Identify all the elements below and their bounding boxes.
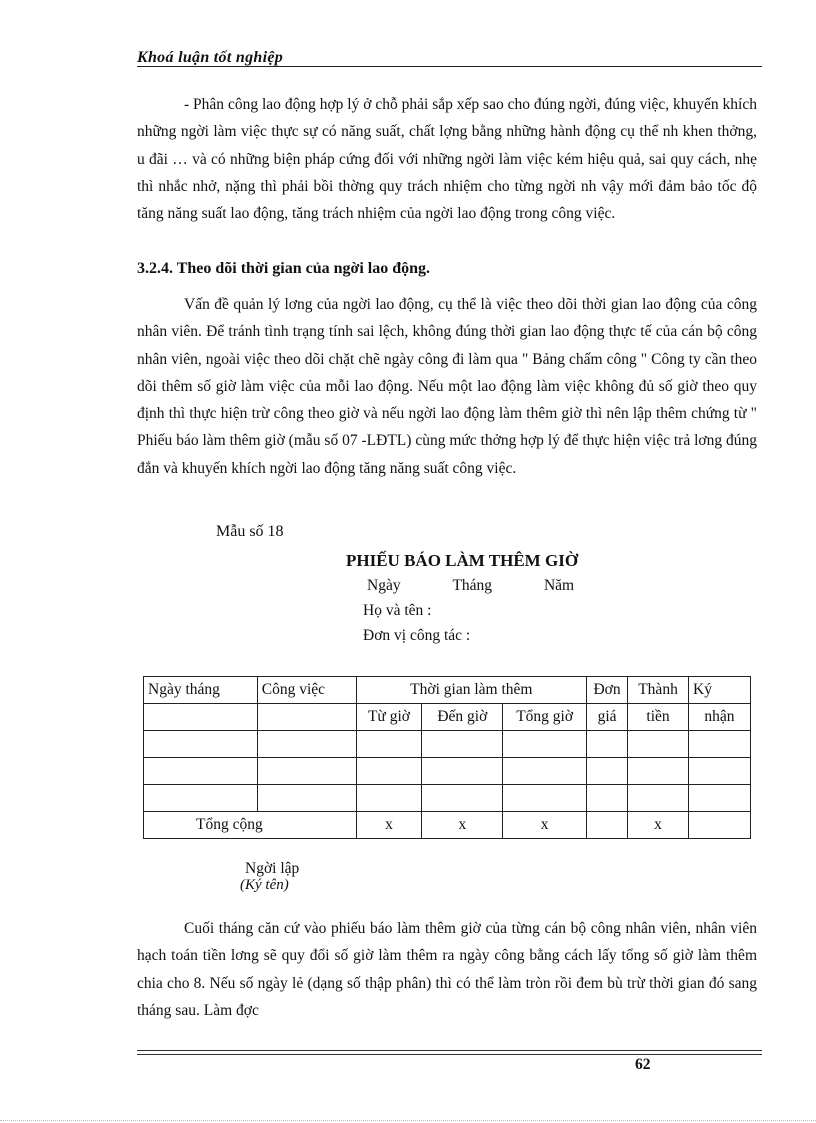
- table-row: [144, 731, 751, 758]
- header-title: Khoá luận tốt nghiệp: [137, 49, 284, 66]
- header-total-hours: Tổng giờ: [503, 704, 587, 731]
- header-amount-2: tiền: [628, 704, 689, 731]
- header-date: Ngày tháng: [144, 677, 258, 704]
- header-from: Từ giờ: [356, 704, 422, 731]
- form-name-label: Họ và tên :: [363, 602, 432, 619]
- table-subheader-row: [144, 704, 751, 731]
- header-amount: Thành: [628, 677, 689, 704]
- header-overtime: Thời gian làm thêm: [356, 677, 587, 704]
- overtime-table: [143, 676, 751, 839]
- total-x-to: x: [422, 812, 503, 839]
- footer-divider-2: [137, 1054, 762, 1055]
- table-row: [144, 758, 751, 785]
- paragraph-month-end: Cuối tháng căn cứ vào phiếu báo làm thêm giờ của từng cán bộ công nhân viên, nhân viên hạch toán tiền lơng sẽ quy đổi số giờ làm thêm ra ngày công bằng cách lấy tổng số giờ làm thêm chia cho 8. Nếu số ngày lẻ (dạng số thập phân) thì có thể làm tròn rồi đem bù trừ thời gian đó sang tháng sau. Làm đợc: [137, 920, 757, 1019]
- table-header-row: [144, 677, 751, 704]
- form-year-label: Năm: [543, 577, 575, 594]
- signature-role: Ngời lập: [245, 860, 300, 877]
- form-day-label: Ngày: [367, 577, 401, 594]
- table-total-row: [144, 812, 751, 839]
- total-x-amount: x: [628, 812, 689, 839]
- signature-note: (Ký tên): [240, 877, 289, 893]
- header-unit-price: Đơn: [587, 677, 628, 704]
- page-edge: [0, 1120, 816, 1121]
- total-x-from: x: [356, 812, 422, 839]
- header-sign-2: nhận: [689, 704, 751, 731]
- header-sign: Ký: [689, 677, 751, 704]
- paragraph-time-tracking: Vấn đề quản lý lơng của ngời lao động, cụ thể là việc theo dõi thời gian lao động của công nhân viên. Để tránh tình trạng tính sai lệch, không đúng thời gian lao động thực tế của cán bộ công nhân viên, ngoài việc theo dõi chặt chẽ ngày công đi làm qua " Bảng chấm công " Công ty cần theo dõi thêm số giờ làm việc của mỗi lao động. Nếu một lao động làm việc không đủ số giờ theo quy định thì thực hiện trừ công theo giờ và nếu ngời lao động làm thêm giờ thì nên lập thêm chứng từ " Phiếu báo làm thêm giờ (mẫu số 07 -LĐTL) cùng mức thởng hợp lý để thực hiện việc trả lơng đúng đắn và khuyến khích ngời lao động tăng năng suất công việc.: [137, 296, 757, 477]
- total-x-hours: x: [503, 812, 587, 839]
- form-unit-label: Đơn vị công tác :: [363, 627, 471, 644]
- form-month-label: Tháng: [452, 577, 493, 594]
- form-date-row: [367, 577, 574, 595]
- header-unit-price-2: giá: [587, 704, 628, 731]
- form-title: PHIẾU BÁO LÀM THÊM GIỜ: [346, 551, 579, 570]
- header-divider: [137, 66, 762, 67]
- section-heading: 3.2.4. Theo dõi thời gian của ngời lao động.: [137, 260, 431, 277]
- form-label: Mẫu số 18: [216, 523, 284, 540]
- footer-divider: [137, 1050, 762, 1051]
- paragraph-labor-allocation: - Phân công lao động hợp lý ở chỗ phải sắp xếp sao cho đúng ngời, đúng việc, khuyến khích những ngời làm việc thực sự có năng suất, chất lợng bằng những hành động cụ thể nh khen thởng, u đãi … và có những biện pháp cứng đối với những ngời làm việc kém hiệu quả, sai quy cách, nhẹ thì nhắc nhở, nặng thì phải bồi thờng quy trách nhiệm cho từng ngời nh vậy mới đảm bảo tốc độ tăng năng suất lao động, tăng trách nhiệm của ngời lao động trong công việc.: [137, 96, 757, 223]
- total-label: Tổng cộng: [144, 812, 357, 839]
- page-number: 62: [635, 1056, 651, 1073]
- table-row: [144, 785, 751, 812]
- header-to: Đến giờ: [422, 704, 503, 731]
- header-work: Công việc: [257, 677, 356, 704]
